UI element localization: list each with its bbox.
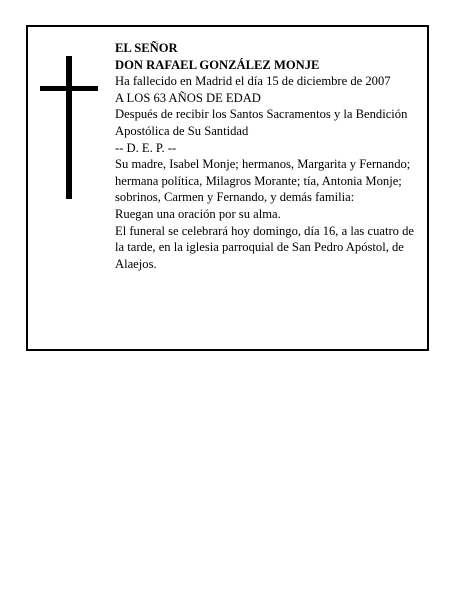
notice-text bbox=[115, 40, 420, 272]
prayer-request: Ruegan una oración por su alma. bbox=[115, 206, 281, 221]
funeral-details: El funeral se celebrará hoy domingo, día 16, a las cuatro de la tarde, en la iglesia parroquial de San Pedro Apóstol, de Alaejos. bbox=[115, 223, 414, 271]
rip-line: -- D. E. P. -- bbox=[115, 140, 177, 155]
family-list: Su madre, Isabel Monje; hermanos, Margarita y Fernando; hermana política, Milagros Morante; tía, Antonia Monje; sobrinos, Carmen y Fernando, y demás familia: bbox=[115, 157, 411, 205]
death-statement: Ha fallecido en Madrid el día 15 de diciembre de 2007 bbox=[115, 74, 391, 89]
cross-icon bbox=[40, 56, 98, 199]
cross-upright bbox=[66, 56, 72, 199]
deceased-name: DON RAFAEL GONZÁLEZ MONJE bbox=[115, 57, 320, 72]
cross-crossbar bbox=[40, 86, 98, 91]
age-statement: A LOS 63 AÑOS DE EDAD bbox=[115, 90, 261, 105]
sacraments-statement: Después de recibir los Santos Sacramentos y la Bendición Apostólica de Su Santidad bbox=[115, 107, 408, 138]
obituary-notice bbox=[26, 25, 429, 351]
notice-heading: EL SEÑOR bbox=[115, 41, 178, 55]
